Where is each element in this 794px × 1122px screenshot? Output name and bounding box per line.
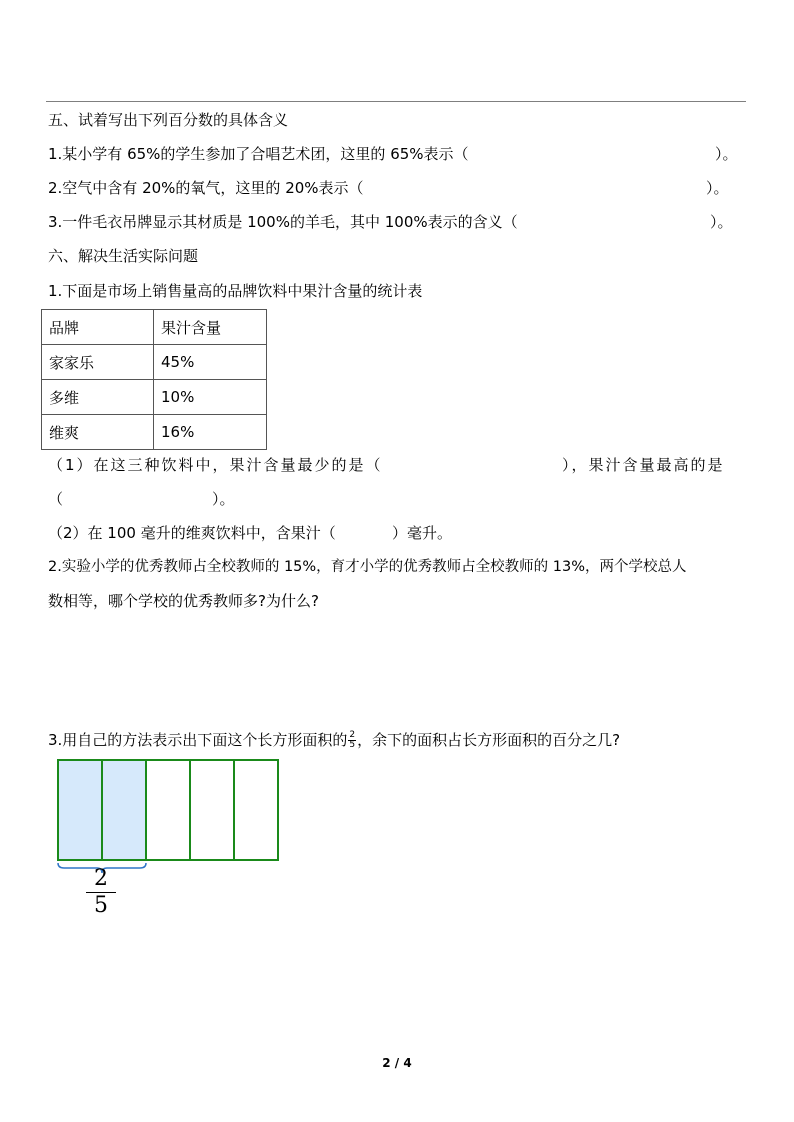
table-row: [42, 345, 267, 380]
table-cell-brand: 多维: [42, 380, 154, 415]
section6-q1-sub2-a: （2）在 100 毫升的维爽饮料中，含果汁（: [48, 524, 336, 542]
brace-fraction-label: [86, 868, 116, 917]
table-cell-juice: 45%: [154, 345, 267, 380]
rectangle-diagram: [50, 752, 290, 877]
section5-q3-close: ）。: [710, 213, 733, 231]
unshaded-part: [146, 760, 190, 860]
section6-q1-sub1-b: ），果汁含量最高的是: [562, 456, 725, 474]
page-number: 2 / 4: [382, 1056, 412, 1070]
section6-q2-line1: 2.实验小学的优秀教师占全校教师的 15%，育才小学的优秀教师占全校教师的 13%，两个学校总人: [48, 559, 687, 575]
table-cell-juice: 16%: [154, 415, 267, 450]
table-header-cell: 果汁含量: [154, 310, 267, 345]
section6-q1-sub1-d: ）。: [212, 490, 235, 508]
section5-q2-close: ）。: [706, 179, 729, 197]
brace-fraction-num: 2: [86, 868, 116, 893]
table-header-cell: 品牌: [42, 310, 154, 345]
section6-q2-line2: 数相等，哪个学校的优秀教师多?为什么?: [48, 592, 319, 610]
section5-q1-close: ）。: [715, 145, 738, 163]
section6-q1-sub1-c: （: [48, 490, 64, 508]
inline-fraction-num: 2: [349, 730, 356, 740]
shaded-part: [58, 760, 102, 860]
inline-fraction-den: 5: [349, 740, 356, 750]
section6-q1-intro: 1.下面是市场上销售量高的品牌饮料中果汁含量的统计表: [48, 282, 423, 300]
section6-q1-sub2-b: ）毫升。: [392, 524, 453, 542]
section6-q1-sub1-a: （1）在这三种饮料中，果汁含量最少的是（: [48, 456, 383, 474]
shaded-part: [102, 760, 146, 860]
table-cell-brand: 维爽: [42, 415, 154, 450]
header-rule: [46, 101, 746, 102]
unshaded-part: [190, 760, 234, 860]
table-header-row: [42, 310, 267, 345]
section6-q3-text-a: 3.用自己的方法表示出下面这个长方形面积的: [48, 731, 348, 749]
table-row: [42, 380, 267, 415]
section6-q3-text-b: ，余下的面积占长方形面积的百分之几?: [357, 731, 621, 749]
table-cell-brand: 家家乐: [42, 345, 154, 380]
section6-q3: [48, 730, 620, 750]
brace-fraction-den: 5: [94, 893, 108, 918]
unshaded-part: [234, 760, 278, 860]
section5-title: 五、试着写出下列百分数的具体含义: [48, 111, 289, 129]
section5-q1: 1.某小学有 65%的学生参加了合唱艺术团，这里的 65%表示（: [48, 145, 469, 163]
table-cell-juice: 10%: [154, 380, 267, 415]
section6-title: 六、解决生活实际问题: [48, 247, 199, 265]
section5-q3: 3.一件毛衣吊牌显示其材质是 100%的羊毛，其中 100%表示的含义（: [48, 213, 518, 231]
juice-table: [41, 309, 267, 450]
table-row: [42, 415, 267, 450]
section5-q2: 2.空气中含有 20%的氧气，这里的 20%表示（: [48, 179, 364, 197]
inline-fraction: [348, 731, 356, 750]
